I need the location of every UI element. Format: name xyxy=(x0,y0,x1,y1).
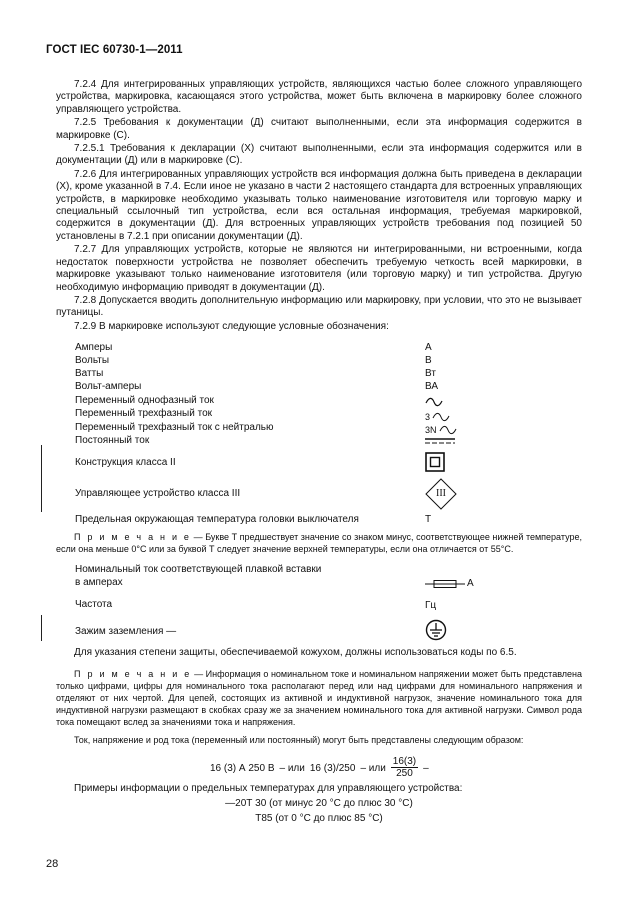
note-rated-values xyxy=(56,668,582,746)
symbol-amperes: А xyxy=(425,342,432,353)
fraction-denominator: 250 xyxy=(396,768,413,779)
earth-terminal-icon xyxy=(425,619,447,641)
clause-7-2-9: 7.2.9 В маркировке используют следующие условные обозначения: xyxy=(74,320,389,332)
symbol-label-fuse-current: Номинальный ток соответствующей плавкой вставки xyxy=(75,564,322,575)
paragraph-block xyxy=(56,79,582,333)
symbol-label-dc: Постоянный ток xyxy=(75,435,150,446)
formula-part2: 16 (3)/250 xyxy=(309,763,356,774)
symbol-label-watts: Ватты xyxy=(75,368,104,379)
class-iii-numeral: III xyxy=(436,488,446,499)
symbol-label-frequency: Частота xyxy=(75,599,113,610)
symbol-volt-amperes: ВА xyxy=(425,381,439,392)
note-temperature xyxy=(56,531,582,555)
three-phase-prefix: 3 xyxy=(425,412,431,422)
margin-change-bar xyxy=(41,615,42,641)
symbol-label-ambient-temperature: Предельная окружающая температура головки выключателя xyxy=(75,514,359,525)
clause-7-2-5-1: 7.2.5.1 Требования к декларации (Х) считают выполненными, если эта информация содержится или в документации (Д) или в маркировке (С). xyxy=(56,143,582,167)
fraction-numerator: 16(3) xyxy=(392,756,417,767)
clause-7-2-8: 7.2.8 Допускается вводить дополнительную информацию или маркировку, при условии, что это не вызывает путаницы. xyxy=(56,294,582,319)
formula-fraction xyxy=(391,756,418,779)
symbol-volts: В xyxy=(425,355,432,366)
symbol-label-single-phase-ac: Переменный однофазный ток xyxy=(75,395,214,406)
clause-7-2-7: 7.2.7 Для управляющих устройств, которые не являются ни интегрированными, ни встроенными, когда недостаток поверхности устройства не позволяет обеспечить требуемую четкость всей маркировки, в маркировке указывают только наименование изготовителя (или торговую марку) и тип устройства. Другую необходимую информацию приводят в документации (Д). xyxy=(56,244,582,293)
note-text: — Букве Т предшествует значение со знаком минус, соответствующее нижней температуре, если она меньше 0°С или за буквой Т следует значение верхней температуры, если она отличается от 55°С. xyxy=(56,532,582,554)
symbol-watts: Вт xyxy=(425,368,436,379)
symbol-label-volt-amperes: Вольт-амперы xyxy=(75,381,142,392)
class-iii-icon xyxy=(425,478,457,510)
formula-part1: 16 (3) А 250 В xyxy=(210,763,275,774)
formula-trailing-dash: – xyxy=(423,763,429,774)
fuse-unit: А xyxy=(467,578,474,589)
symbol-label-volts: Вольты xyxy=(75,355,110,366)
three-phase-ac-symbol xyxy=(425,411,450,423)
current-representation-text: Ток, напряжение и род тока (переменный или постоянный) могут быть представлены следующим образом: xyxy=(74,735,524,745)
symbol-frequency: Гц xyxy=(425,600,437,611)
ac-wave-icon xyxy=(439,425,457,435)
three-phase-neutral-symbol xyxy=(425,424,457,436)
note-text: — Информация о номинальном токе и номинальном напряжении может быть представлена только цифрами, цифры для номинального тока располагают перед или над цифрами для номинального напряжения и отделяют от них чертой. Для цепей, состоящих из активной и индуктивной нагрузок, значение номинального тока для индуктивной нагрузки размещают в скобках сразу же за значением номинального тока для активной нагрузки. Символ рода тока помещают вслед за значениями тока и напряжения. xyxy=(56,669,583,727)
page-number: 28 xyxy=(46,858,59,870)
formula-or2: – или xyxy=(360,763,386,774)
rating-formula xyxy=(210,757,429,780)
symbol-label-fuse-current-unit: в амперах xyxy=(75,577,123,588)
three-phase-neutral-prefix: 3N xyxy=(425,425,437,435)
ac-wave-icon xyxy=(432,412,450,422)
clause-7-2-4: 7.2.4 Для интегрированных управляющих устройств, являющихся частью более сложного управляющего устройства, маркировка, касающаяся этого устройства, может быть включена в маркировку более сложного управляющего устройства. xyxy=(56,79,582,115)
fuse-symbol xyxy=(425,578,474,590)
note-lead: П р и м е ч а н и е xyxy=(74,669,192,679)
formula-or1: – или xyxy=(279,763,305,774)
fuse-icon xyxy=(425,579,465,589)
protection-code-paragraph xyxy=(56,647,582,659)
temperature-example-1: —20Т 30 (от минус 20 °С до плюс 30 °С) xyxy=(225,798,413,809)
clause-7-2-5: 7.2.5 Требования к документации (Д) считают выполненными, если эта информация содержится в маркировке (С). xyxy=(56,117,582,141)
margin-change-bar xyxy=(41,445,42,477)
single-phase-ac-icon xyxy=(425,396,443,408)
symbol-label-earth-terminal: Зажим заземления — xyxy=(75,626,177,637)
document-header: ГОСТ IEC 60730-1—2011 xyxy=(46,44,183,56)
symbol-temperature: Т xyxy=(425,514,432,525)
symbol-label-three-phase-ac: Переменный трехфазный ток xyxy=(75,408,213,419)
temperature-example-2: Т85 (от 0 °С до плюс 85 °С) xyxy=(255,813,383,824)
examples-intro: Примеры информации о предельных температурах для управляющего устройства: xyxy=(74,783,463,794)
examples-intro-paragraph xyxy=(56,783,582,795)
note-lead: П р и м е ч а н и е xyxy=(74,532,192,542)
symbol-label-class-iii: Управляющее устройство класса III xyxy=(75,488,241,499)
symbol-label-three-phase-neutral: Переменный трехфазный ток с нейтралью xyxy=(75,422,274,433)
symbol-label-amperes: Амперы xyxy=(75,342,113,353)
class-ii-icon xyxy=(425,452,445,472)
clause-7-2-6: 7.2.6 Для интегрированных управляющих устройств вся информация должна быть приведена в декларации (Х), кроме указанной в 7.4. Если иное не указано в части 2 настоящего стандарта для встроенных управляющих устройств, в маркировке необходимо указывать только наименование изготовителя или торговую марку и специальный ссылочный тип устройства, если вся остальная информация, требуемая маркировкой, содержится в документации (Д). Для встроенных управляющих устройств требования под позицией 50 установлены в 7.2.1 при описании документации (Д). xyxy=(56,168,582,242)
margin-change-bar xyxy=(41,474,42,512)
protection-text: Для указания степени защиты, обеспечиваемой кожухом, должны использоваться коды по 6.5. xyxy=(74,647,517,658)
symbol-label-class-ii: Конструкция класса II xyxy=(75,457,176,468)
dc-icon xyxy=(425,438,455,446)
